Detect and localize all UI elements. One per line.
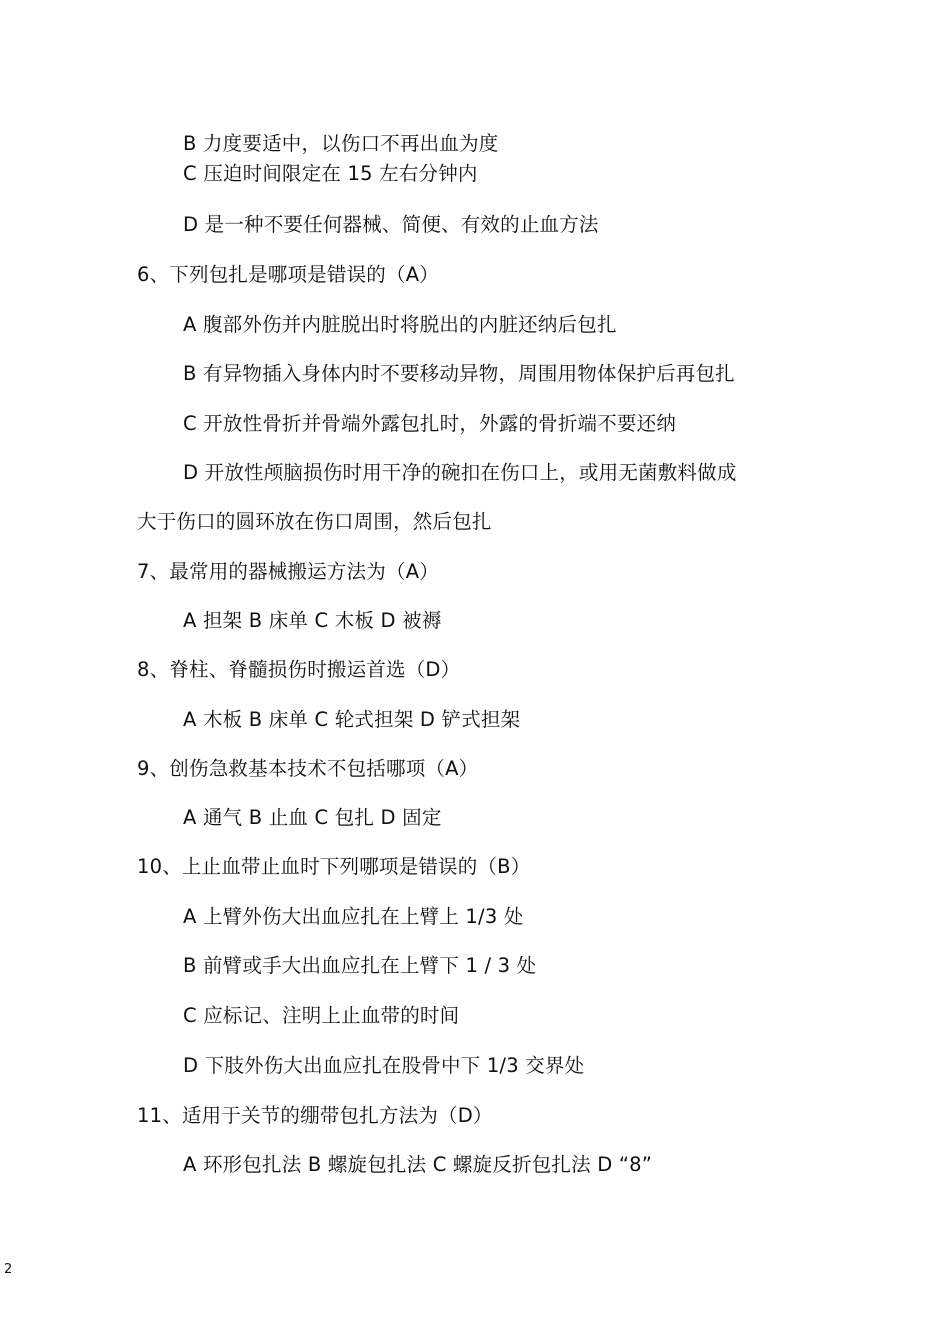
option-line: D 是一种不要任何器械、简便、有效的止血方法 xyxy=(183,213,599,236)
question-8: 8、脊柱、脊髓损伤时搬运首选（D） xyxy=(137,658,461,681)
option-line: D 开放性颅脑损伤时用干净的碗扣在伤口上，或用无菌敷料做成 xyxy=(183,461,737,484)
option-line: D 下肢外伤大出血应扎在股骨中下 1/3 交界处 xyxy=(183,1054,585,1077)
option-line: A 通气 B 止血 C 包扎 D 固定 xyxy=(183,806,442,829)
option-line: C 应标记、注明上止血带的时间 xyxy=(183,1004,460,1027)
option-line: A 腹部外伤并内脏脱出时将脱出的内脏还纳后包扎 xyxy=(183,313,617,336)
option-line: A 上臂外伤大出血应扎在上臂上 1/3 处 xyxy=(183,905,524,928)
question-9: 9、创伤急救基本技术不包括哪项（A） xyxy=(137,757,479,780)
option-line: A 环形包扎法 B 螺旋包扎法 C 螺旋反折包扎法 D “8” xyxy=(183,1153,653,1176)
question-6: 6、下列包扎是哪项是错误的（A） xyxy=(137,263,439,286)
option-continuation: 大于伤口的圆环放在伤口周围，然后包扎 xyxy=(137,510,492,533)
option-line: A 担架 B 床单 C 木板 D 被褥 xyxy=(183,609,442,632)
option-line: C 压迫时间限定在 15 左右分钟内 xyxy=(183,162,478,185)
option-line: B 前臂或手大出血应扎在上臂下 1 / 3 处 xyxy=(183,954,537,977)
question-7: 7、最常用的器械搬运方法为（A） xyxy=(137,560,439,583)
option-line: B 力度要适中，以伤口不再出血为度 xyxy=(183,132,499,155)
option-line: A 木板 B 床单 C 轮式担架 D 铲式担架 xyxy=(183,708,521,731)
option-line: C 开放性骨折并骨端外露包扎时，外露的骨折端不要还纳 xyxy=(183,412,677,435)
question-10: 10、上止血带止血时下列哪项是错误的（B） xyxy=(137,855,531,878)
question-11: 11、适用于关节的绷带包扎方法为（D） xyxy=(137,1104,493,1127)
option-line: B 有异物插入身体内时不要移动异物，周围用物体保护后再包扎 xyxy=(183,362,735,385)
page-number: 2 xyxy=(4,1262,13,1277)
